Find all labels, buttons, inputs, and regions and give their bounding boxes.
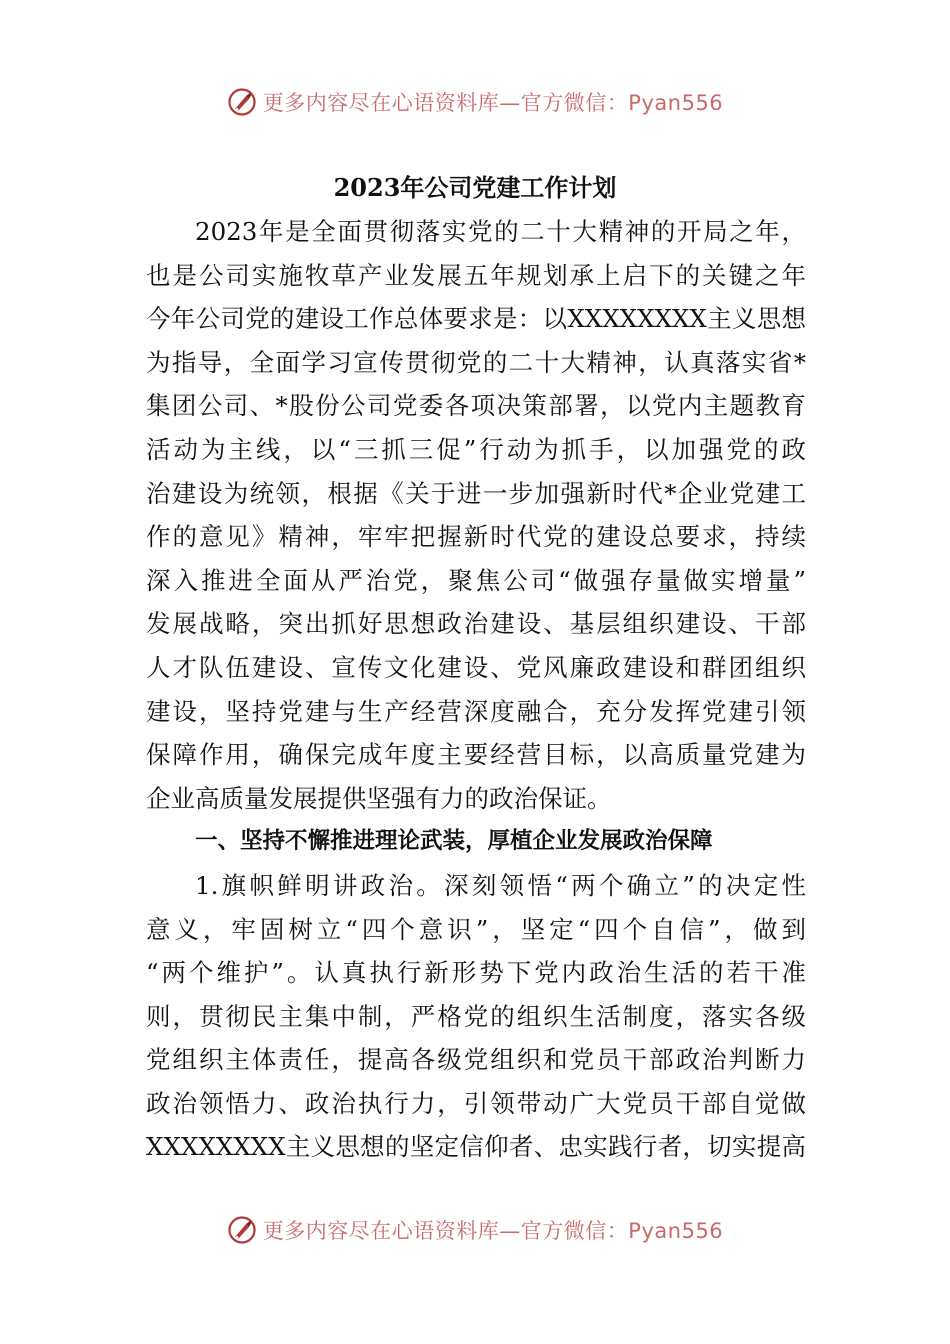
- section-heading: 一、坚持不懈推进理论武装，厚植企业发展政治保障: [195, 828, 713, 855]
- document-body: [146, 210, 806, 1169]
- paragraph-line: 党组织主体责任，提高各级党组织和党员干部政治判断力: [146, 1045, 806, 1075]
- paragraph-line: “两个维护”。认真执行新形势下党内政治生活的若干准: [146, 958, 806, 988]
- paragraph-line: 2023年是全面贯彻落实党的二十大精神的开局之年，: [195, 217, 806, 246]
- pen-nib-logo-icon: [227, 1215, 257, 1245]
- paragraph-line: 作的意见》精神，牢牢把握新时代党的建设总要求，持续: [146, 522, 806, 552]
- paragraph-line: 则，贯彻民主集中制，严格党的组织生活制度，落实各级: [146, 1001, 806, 1031]
- paragraph-line: 为指导，全面学习宣传贯彻党的二十大精神，认真落实省*: [146, 347, 806, 377]
- paragraph-line: 人才队伍建设、宣传文化建设、党风廉政建设和群团组织: [146, 652, 806, 682]
- header-watermark-banner: [0, 82, 950, 122]
- pen-nib-logo-icon: [227, 87, 257, 117]
- paragraph-line: 政治领悟力、政治执行力，引领带动广大党员干部自觉做: [146, 1088, 806, 1118]
- paragraph-line: 意义，牢固树立“四个意识”，坚定“四个自信”，做到: [146, 914, 806, 944]
- paragraph-line: 集团公司、*股份公司党委各项决策部署，以党内主题教育: [146, 391, 806, 421]
- watermark-text: 更多内容尽在心语资料库—官方微信：Pyan556: [262, 91, 724, 115]
- paragraph-line: 保障作用，确保完成年度主要经营目标，以高质量党建为: [146, 740, 806, 770]
- watermark-text: 更多内容尽在心语资料库—官方微信：Pyan556: [262, 1219, 724, 1243]
- paragraph-line: 也是公司实施牧草产业发展五年规划承上启下的关键之年: [146, 260, 806, 290]
- document-title: 2023年公司党建工作计划: [333, 173, 617, 202]
- paragraph-line: 建设，坚持党建与生产经营深度融合，充分发挥党建引领: [146, 696, 806, 726]
- paragraph-line: 治建设为统领，根据《关于进一步加强新时代*企业党建工: [146, 478, 806, 508]
- footer-watermark-banner: [0, 1210, 950, 1250]
- paragraph-line: 活动为主线，以“三抓三促”行动为抓手，以加强党的政: [146, 434, 806, 464]
- paragraph-line: 今年公司党的建设工作总体要求是：以XXXXXXXX主义思想: [146, 304, 806, 334]
- paragraph-line: 企业高质量发展提供坚强有力的政治保证。: [146, 783, 612, 813]
- paragraph-line: XXXXXXXX主义思想的坚定信仰者、忠实践行者，切实提高: [146, 1132, 806, 1162]
- paragraph-line: 发展战略，突出抓好思想政治建设、基层组织建设、干部: [146, 609, 806, 639]
- paragraph-line: 深入推进全面从严治党，聚焦公司“做强存量做实增量”: [146, 565, 806, 595]
- paragraph-line: 1.旗帜鲜明讲政治。深刻领悟“两个确立”的决定性: [195, 870, 806, 900]
